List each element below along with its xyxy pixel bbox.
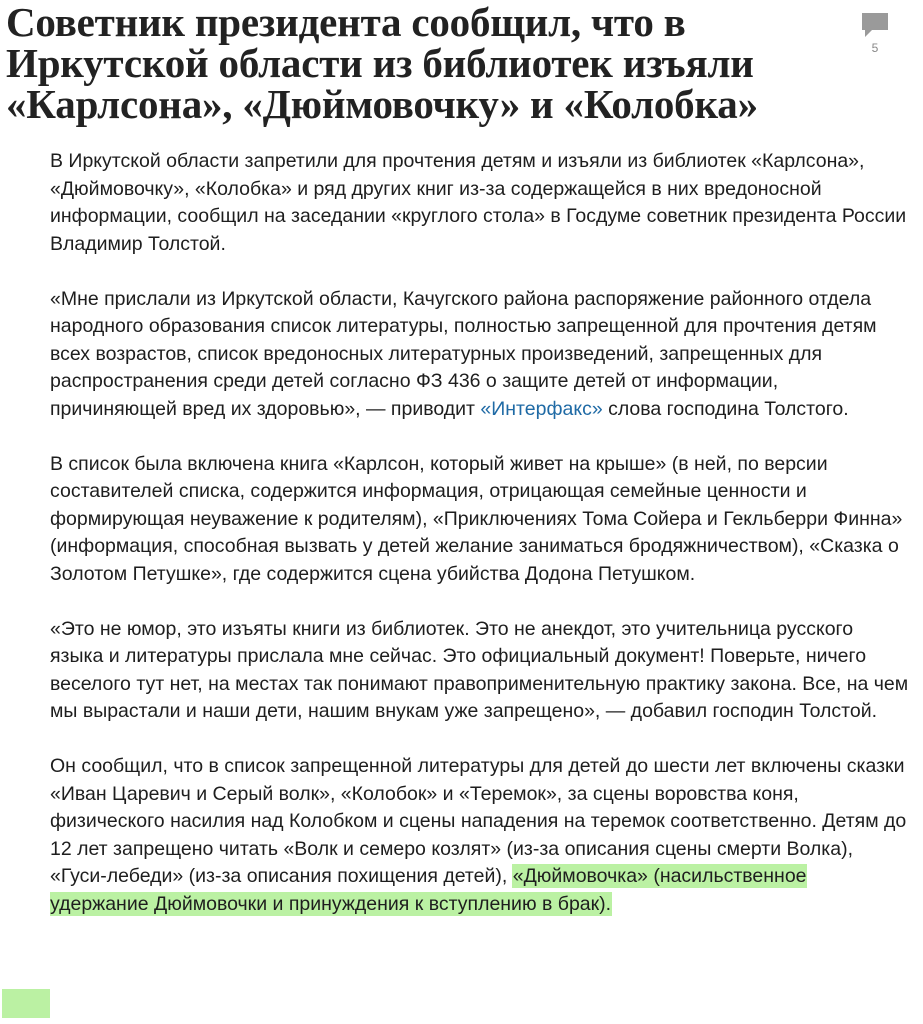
interfax-link[interactable]: «Интерфакс» <box>480 397 603 420</box>
paragraph-5 <box>50 753 910 918</box>
speech-bubble-icon[interactable] <box>861 12 889 38</box>
paragraph-2-text-end: слова господина Толстого. <box>602 397 849 420</box>
paragraph-4: «Это не юмор, это изъяты книги из библиотек. Это не анекдот, это учительница русского языка и литературы прислала мне сейчас. Это официальный документ! Поверьте, ничего веселого тут нет, на местах так понимают правоприменительную практику закона. Все, на чем мы вырастали и наши дети, нашим внукам уже запрещено», — добавил господин Толстой. <box>50 617 909 722</box>
highlighted-text[interactable]: «Дюймовочка» (насильственное удержание Дюймовочки и принуждения к вступлению в брак). <box>50 865 807 915</box>
paragraph-2-text-start: «Мне прислали из Иркутской области, Качугского района распоряжение районного отдела народного образования список литературы, полностью запрещенной для прочтения детям всех возрастов, список вредоносных литературных произведений, запрещенных для распространения среди детей согласно ФЗ 436 о защите детей от информации, причиняющей вред их здоровью», — приводит <box>50 287 877 420</box>
article-body <box>50 148 910 946</box>
comments-counter[interactable] <box>858 12 892 55</box>
paragraph-3: В список была включена книга «Карлсон, который живет на крыше» (в ней, по версии составителей списка, содержится информация, отрицающая семейные ценности и формирующая неуважение к родителям), «Приключениях Тома Сойера и Гекльберри Финна» (информация, способная вызвать у детей желание заниматься бродяжничеством), «Сказка о Золотом Петушке», где содержится сцена убийства Додона Петушком. <box>50 452 903 585</box>
paragraph-5-text: Он сообщил, что в список запрещенной литературы для детей до шести лет включены сказки «Иван Царевич и Серый волк», «Колобок» и «Теремок», за сцены воровства коня, физического насилия над Колобком и сцены нападения на теремок соответственно. Детям до 12 лет запрещено читать «Волк и семеро козлят» (из-за описания сцены смерти Волка), «Гуси-лебеди» (из-за описания похищения детей), <box>50 755 907 887</box>
paragraph-2 <box>50 286 910 424</box>
article-headline: Советник президента сообщил, что в Иркутской области из библиотек изъяли «Карлсона», «Дюймовочку» и «Колобка» <box>6 0 758 127</box>
highlight-margin <box>2 989 50 1018</box>
comments-count[interactable]: 5 <box>871 41 879 55</box>
paragraph-1: В Иркутской области запретили для прочтения детям и изъяли из библиотек «Карлсона», «Дюймовочку», «Колобка» и ряд других книг из-за содержащейся в них вредоносной информации, сообщил на заседании «круглого стола» в Госдуме советник президента России Владимир Толстой. <box>50 150 907 255</box>
